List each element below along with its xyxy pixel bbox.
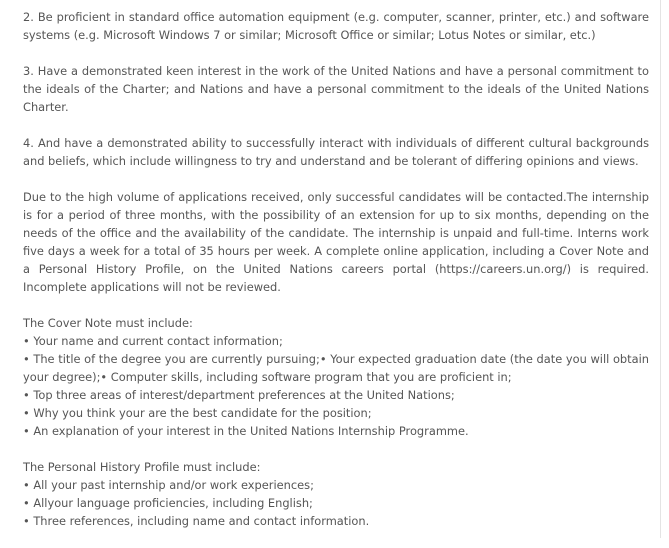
list-item: • Why you think your are the best candidate for the position; <box>23 406 372 420</box>
list-item: • The title of the degree you are currently pursuing;• Your expected graduation date (the date you will obtain your degree);• Computer skills, including software program that you are proficient in; <box>23 352 649 384</box>
list-item: • An explanation of your interest in the United Nations Internship Programme. <box>23 424 469 438</box>
history-profile-heading: The Personal History Profile must include: <box>23 460 261 474</box>
requirement-2: 2. Be proficient in standard office automation equipment (e.g. computer, scanner, printer, etc.) and software systems (e.g. Microsoft Windows 7 or similar; Microsoft Office or similar; Lotus Notes or similar, etc.) <box>23 10 649 42</box>
history-profile-section <box>23 458 649 530</box>
list-item: • Top three areas of interest/department preferences at the United Nations; <box>23 388 455 402</box>
list-item: • Your name and current contact information; <box>23 334 283 348</box>
list-item: • All your past internship and/or work experiences; <box>23 478 314 492</box>
requirement-3: 3. Have a demonstrated keen interest in the work of the United Nations and have a personal commitment to the ideals of the Charter; and Nations and have a personal commitment to the ideals of the United Nations Charter. <box>23 64 649 114</box>
list-item: • Allyour language proficiencies, including English; <box>23 496 313 510</box>
requirement-4: 4. And have a demonstrated ability to successfully interact with individuals of different cultural backgrounds and beliefs, which include willingness to try and understand and be tolerant of differing opinions and views. <box>23 136 649 168</box>
internship-requirements-text <box>23 8 649 548</box>
cover-note-section <box>23 314 649 440</box>
application-notice: Due to the high volume of applications received, only successful candidates will be contacted.The internship is for a period of three months, with the possibility of an extension for up to six months, depending on the needs of the office and the availability of the candidate. The internship is unpaid and full-time. Interns work five days a week for a total of 35 hours per week. A complete online application, including a Cover Note and a Personal History Profile, on the United Nations careers portal (https://careers.un.org/) is required. Incomplete applications will not be reviewed. <box>23 190 649 294</box>
cover-note-heading: The Cover Note must include: <box>23 316 193 330</box>
list-item: • Three references, including name and contact information. <box>23 514 370 528</box>
